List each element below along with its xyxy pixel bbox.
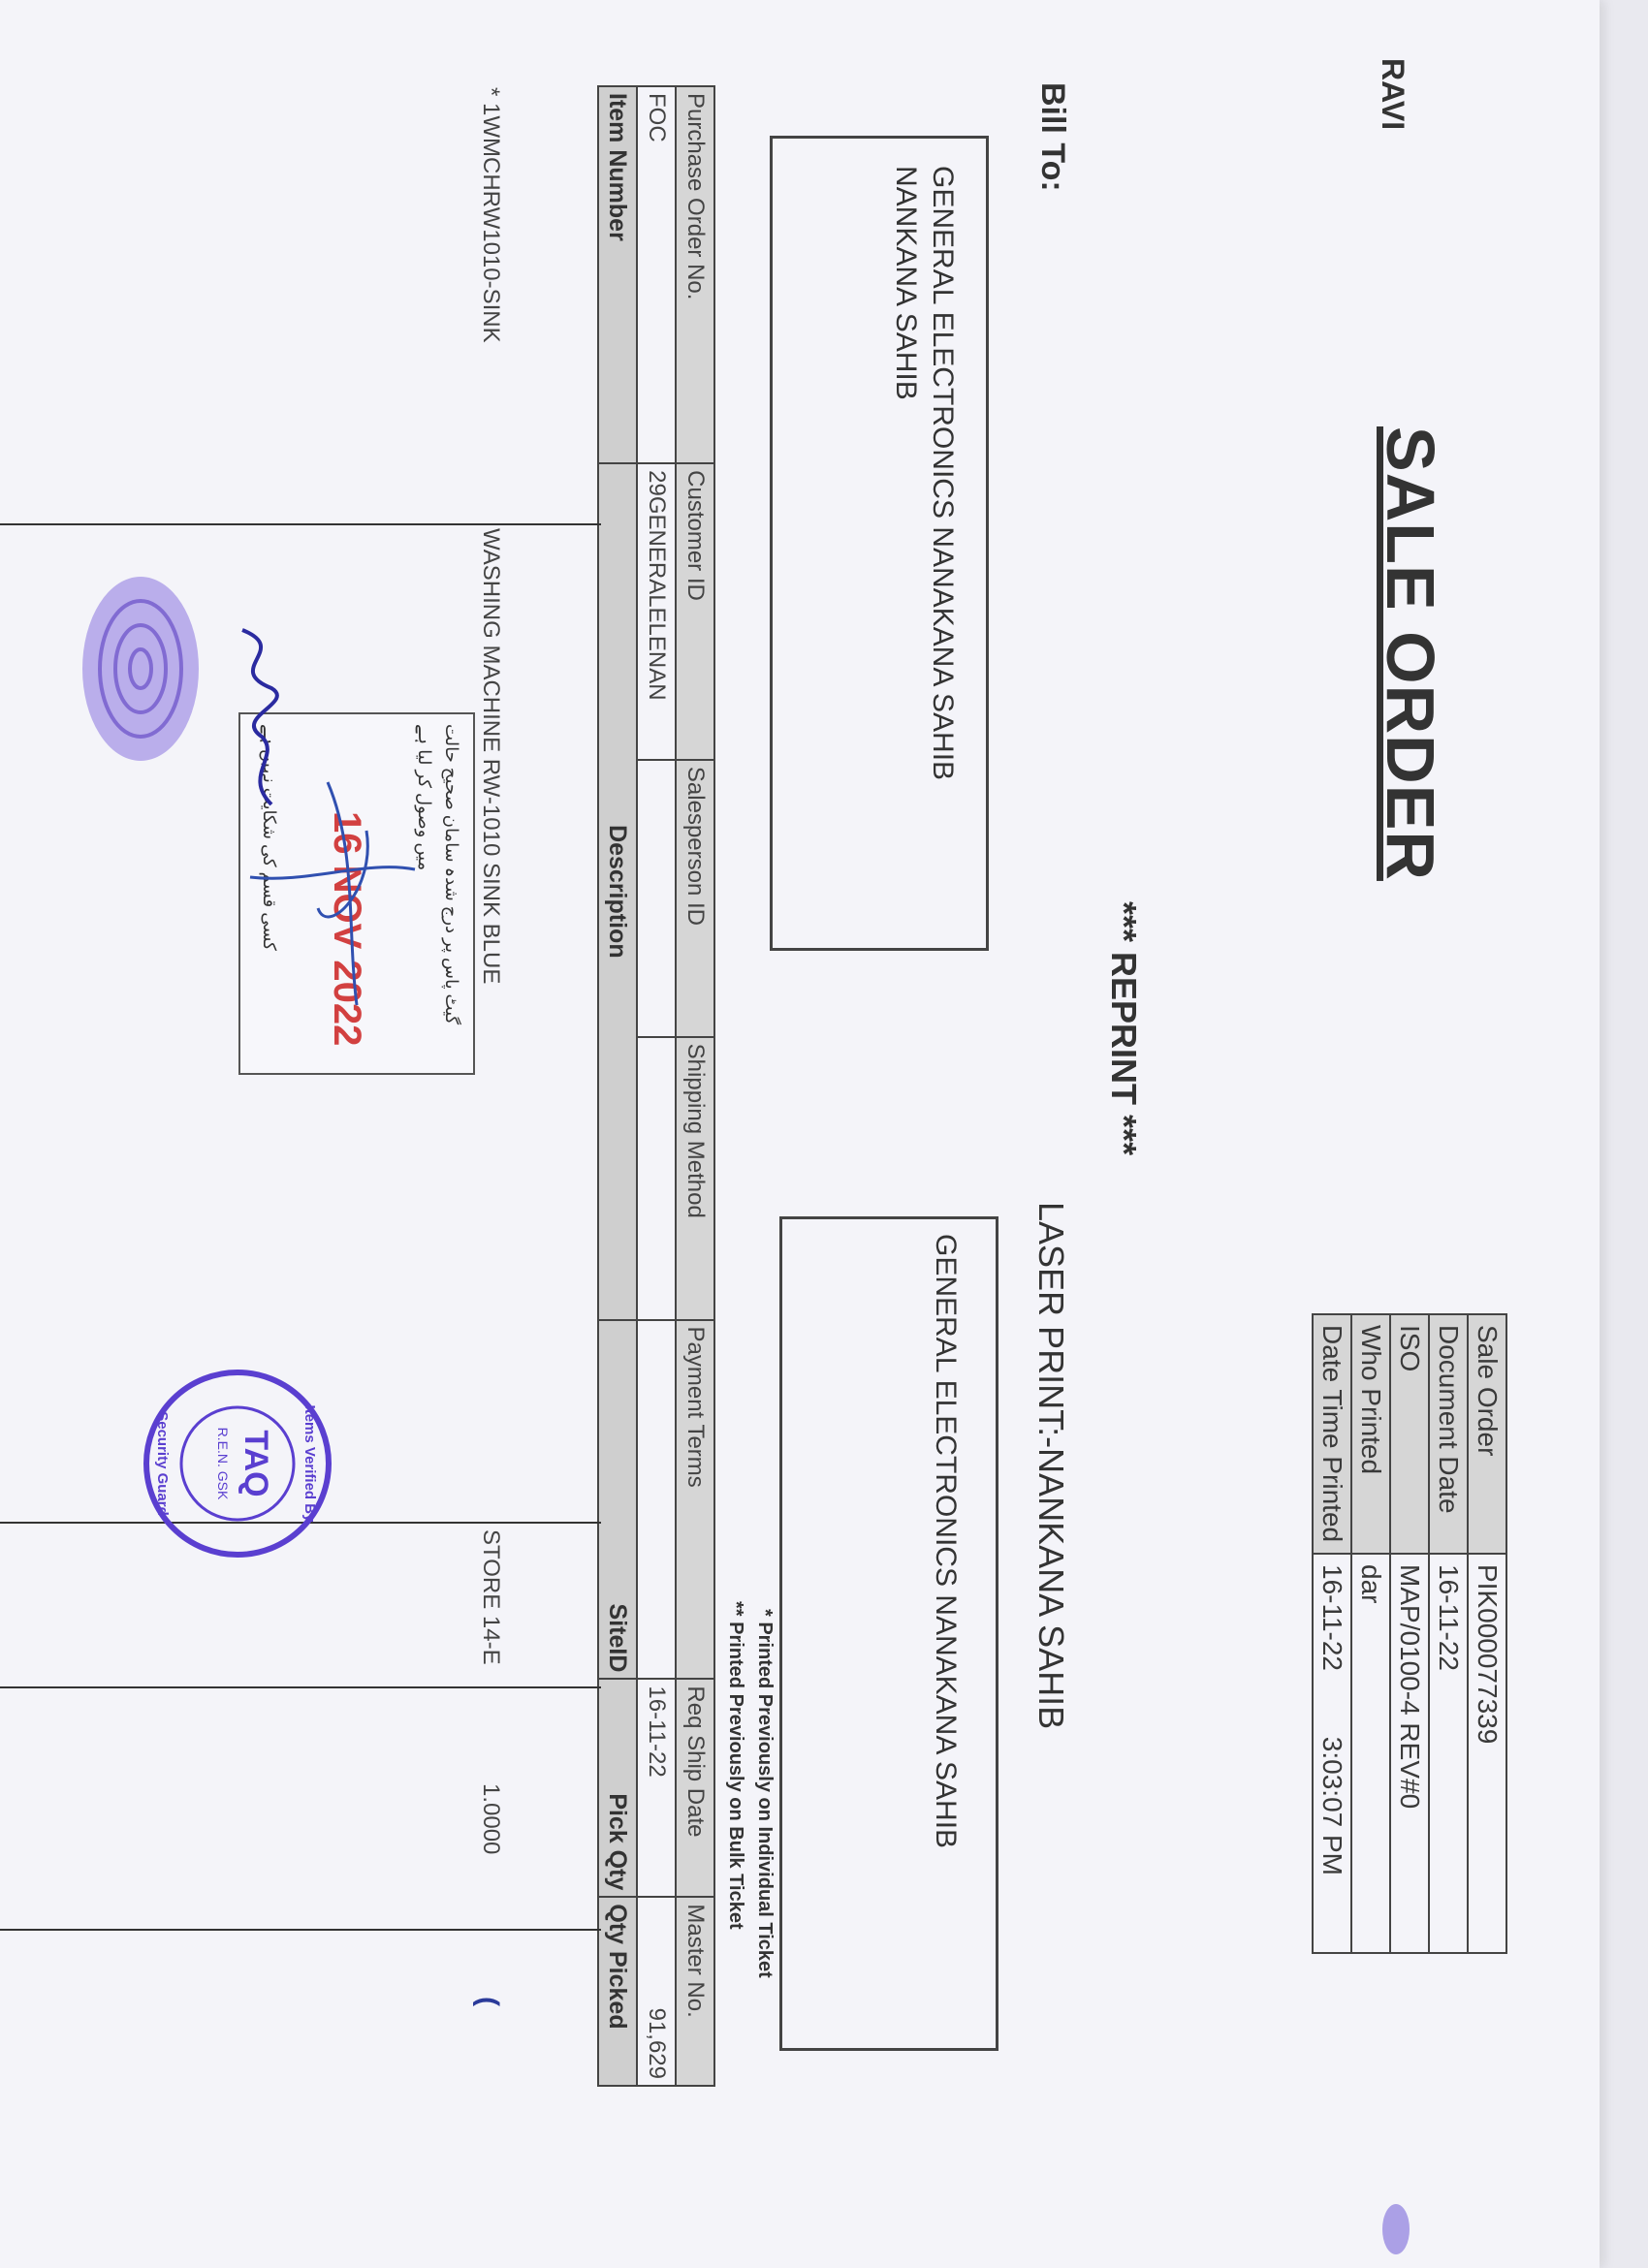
stamp-urdu-line3: کسی قسم کی شکایت نہیں ہے [260,724,279,951]
document-title: SALE ORDER [1373,426,1448,881]
salesperson-id [637,760,676,1037]
info-label: Who Printed [1351,1314,1390,1554]
req-ship-date: 16-11-22 [637,1679,676,1897]
info-label: Sale Order [1468,1314,1506,1554]
ship-to-box [779,1216,998,2051]
order-info-table [1312,1313,1507,1954]
col-header: Req Ship Date [676,1679,714,1897]
col-header: Salesperson ID [676,760,714,1037]
info-row [1351,1314,1390,1953]
col-header-site: SiteID [598,1320,637,1680]
master-no: 91,629 [637,1897,676,2086]
purchase-order-no: FOC [637,86,676,463]
reprint-label: *** REPRINT *** [1104,901,1144,1156]
info-value: PIK000077339 [1468,1554,1506,1953]
item-site: STORE 14-E [478,1529,504,1665]
svg-text:Security Guard: Security Guard [154,1411,171,1516]
stamp-date: 16 NOV 2022 [326,811,368,1047]
order-value-row [637,86,676,2086]
item-qty-picked: ( [472,1997,504,2006]
company-name: RAVI [1376,58,1410,131]
handwritten-signature-icon [213,620,301,814]
customer-id: 29GENERALELENAN [637,463,676,760]
info-value: dar [1351,1554,1390,1953]
print-date: 16-11-22 [1317,1564,1347,1672]
info-value: 16-11-22 [1429,1554,1468,1953]
stamp-urdu-line2: میں وصول کر لیا ہے [415,724,434,871]
bill-to-line1: GENERAL ELECTRONICS NANAKANA SAHIB [927,166,959,781]
col-header: Purchase Order No. [676,86,714,463]
col-header: Customer ID [676,463,714,760]
security-verified-stamp-icon [141,1367,334,1560]
item-description: WASHING MACHINE RW-1010 SINK BLUE [478,528,504,985]
bill-to-box [770,136,989,951]
laser-print-label: LASER PRINT:-NANKANA SAHIB [1031,1202,1071,1730]
bill-to-line2: NANKANA SAHIB [890,166,922,400]
order-table [597,85,715,2087]
info-row [1390,1314,1429,1953]
item-pick-qty: 1.0000 [478,1783,504,1855]
svg-text:Items Verified By: Items Verified By [301,1404,318,1523]
svg-text:R.E.N. GSK: R.E.N. GSK [215,1427,231,1500]
column-divider [0,1686,601,1688]
shipping-method [637,1037,676,1320]
note-individual: * Printed Previously on Individual Ticket [754,1609,776,1978]
info-label: Document Date [1429,1314,1468,1554]
info-label: Date Time Printed [1313,1314,1351,1554]
ship-to-line1: GENERAL ELECTRONICS NANAKANA SAHIB [930,1234,962,1849]
info-label: ISO [1390,1314,1429,1554]
info-row [1429,1314,1468,1953]
col-header-qty-picked: Qty Picked [598,1897,637,2086]
bill-to-label: Bill To: [1034,82,1071,192]
item-header-row [598,86,637,2086]
print-time: 3:03:07 PM [1317,1736,1347,1875]
ink-mark-icon [1377,2200,1415,2258]
info-row [1468,1314,1506,1953]
order-header-row [676,86,714,2086]
col-header-pick-qty: Pick Qty [598,1679,637,1897]
col-header: Shipping Method [676,1037,714,1320]
item-number: * 1WMCHRW1010-SINK [478,87,504,343]
thumbprint-icon [78,572,204,766]
stamp-urdu-line1: گیٹ پاس پر درج شدہ سامان صحیح حالت [442,724,461,1025]
note-bulk: ** Printed Previously on Bulk Ticket [725,1601,746,1930]
column-divider [0,1929,601,1931]
info-row [1313,1314,1351,1953]
column-divider [0,523,601,525]
col-header: Master No. [676,1897,714,2086]
payment-terms [637,1320,676,1680]
svg-text:TAQ: TAQ [238,1430,274,1497]
info-value: MAP/0100-4 REV#0 [1390,1554,1429,1953]
col-header: Payment Terms [676,1320,714,1680]
col-header-description: Description [598,463,637,1319]
info-value [1313,1554,1351,1953]
col-header-item: Item Number [598,86,637,463]
